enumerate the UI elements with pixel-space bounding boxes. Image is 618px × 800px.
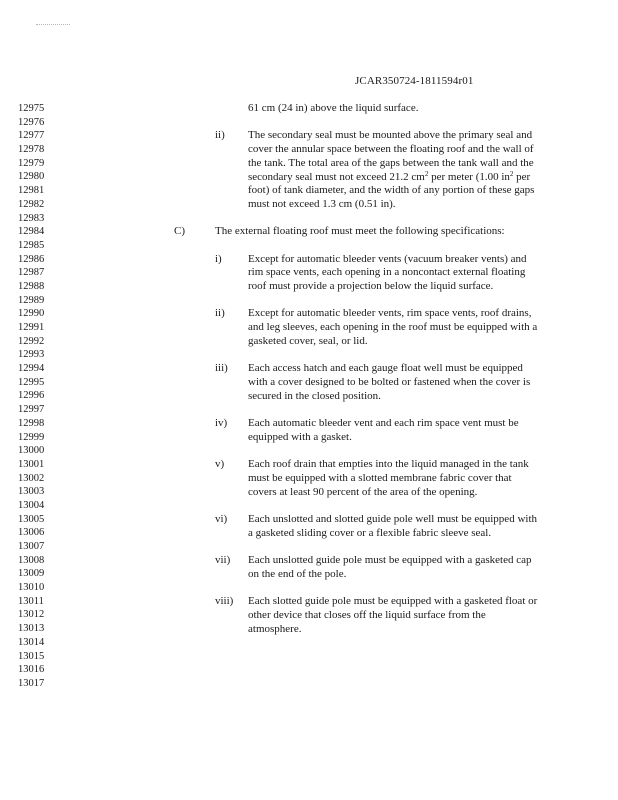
line-number: 12999 [18, 431, 45, 443]
line-number: 13009 [18, 568, 45, 580]
line-number: 13011 [18, 595, 44, 607]
line-number: 13001 [18, 458, 45, 470]
line-number: 13006 [18, 527, 45, 539]
item-label: iv) [215, 417, 228, 430]
document-id-header: JCAR350724-1811594r01 [355, 75, 474, 87]
line-number: 12991 [18, 322, 45, 333]
line-number: 12987 [18, 267, 45, 279]
item-label: vi) [215, 512, 228, 525]
line-number: 12994 [18, 363, 45, 375]
superscript: 2 [424, 169, 429, 178]
line-number: 12988 [18, 280, 45, 292]
line-number: 13004 [18, 499, 45, 511]
item-label: viii) [215, 595, 234, 608]
line-number: 13002 [18, 472, 45, 484]
line-number: 12975 [18, 103, 45, 114]
line-number: 12978 [18, 144, 45, 156]
line-number: 13016 [18, 664, 45, 676]
line-number: 12976 [18, 116, 45, 128]
item-text: Each slotted guide pole must be equipped with a gasketed float or other device that closes off the liquid surface from the atmosphere. [248, 595, 538, 635]
line-number: 12986 [18, 253, 45, 265]
line-number: 13008 [18, 554, 45, 566]
section-label: C) [174, 225, 185, 238]
section-text: The external floating roof must meet the following specifications: [215, 225, 505, 238]
line-number: 12989 [18, 294, 45, 306]
item-text: Each unslotted and slotted guide pole well must be equipped with a gasketed sliding cover or a flexible fabric sleeve seal. [248, 512, 537, 539]
line-number: 12995 [18, 376, 45, 388]
continuation-line [0, 102, 618, 116]
list-item [0, 417, 618, 444]
line-number: 12982 [18, 198, 45, 210]
list-item [0, 595, 618, 636]
line-number: 12985 [18, 239, 45, 251]
item-text: Except for automatic bleeder vents (vacuum breaker vents) and rim space vents, each opening in a noncontact external floating roof must provide a projection below the liquid surface. [248, 252, 527, 293]
line-number: 13000 [18, 445, 45, 457]
list-item [0, 253, 618, 294]
line-number: 12997 [18, 404, 45, 416]
item-label: v) [215, 458, 225, 471]
scan-artifact [36, 24, 70, 28]
continuation-text: 61 cm (24 in) above the liquid surface. [248, 102, 419, 114]
item-text: Each unslotted guide pole must be equipped with a gasketed cap on the end of the pole. [248, 554, 532, 580]
item-text: The secondary seal must be mounted above the primary seal and cover the annular space between the floating roof and the wall of the tank. The total area of the gaps between the tank wall and the secondary seal must not exceed 21.2 $cm^2$ per meter (1.00 $in^2$ per foot) of tank diameter, and the width of any portion of these gaps must not exceed 1.3 cm (0.51 in). [248, 129, 535, 210]
list-item [0, 554, 618, 581]
list-item [0, 513, 618, 540]
item-label: ii) [215, 307, 225, 320]
item-text: Each access hatch and each gauge float well must be equipped with a cover designed to be bolted or fastened when the cover is secured in the closed position. [248, 362, 531, 402]
list-item [0, 307, 618, 348]
list-item [0, 458, 618, 499]
line-number: 12992 [18, 335, 45, 347]
superscript: 2 [509, 169, 514, 178]
item-label: i) [215, 252, 222, 265]
section-c [0, 225, 618, 239]
item-label: iii) [215, 362, 228, 375]
line-number: 12983 [18, 212, 45, 224]
line-number: 12979 [18, 157, 45, 169]
item-text: Except for automatic bleeder vents, rim space vents, roof drains, and leg sleeves, each opening in the roof must be equipped with a gasketed cover, seal, or lid. [248, 307, 538, 347]
line-number: 12990 [18, 308, 45, 320]
item-ii-secondary-seal [0, 129, 618, 211]
line-number: 13010 [18, 582, 45, 594]
item-label: ii) [215, 129, 225, 142]
line-number: 12977 [18, 130, 45, 142]
line-number: 13005 [18, 513, 45, 525]
line-number: 13007 [18, 541, 45, 552]
line-number: 12981 [18, 185, 45, 197]
item-text: Each automatic bleeder vent and each rim space vent must be equipped with a gasket. [248, 417, 519, 443]
section-c-items [0, 239, 618, 636]
line-number: 12980 [18, 171, 45, 183]
document-body [0, 102, 618, 636]
line-number: 13013 [18, 623, 45, 635]
item-text: Each roof drain that empties into the liquid managed in the tank must be equipped with a slotted membrane fabric cover that covers at least 90 percent of the area of the opening. [248, 458, 529, 498]
line-number: 13014 [18, 636, 45, 648]
line-number: 12996 [18, 390, 45, 402]
line-number: 12998 [18, 417, 45, 429]
list-item [0, 362, 618, 403]
item-label: vii) [215, 554, 231, 567]
line-number: 12984 [18, 226, 45, 238]
line-number: 13003 [18, 486, 45, 498]
line-number: 13012 [18, 609, 45, 621]
line-number: 13015 [18, 650, 45, 662]
line-number: 13017 [18, 677, 45, 689]
line-number: 12993 [18, 349, 45, 361]
